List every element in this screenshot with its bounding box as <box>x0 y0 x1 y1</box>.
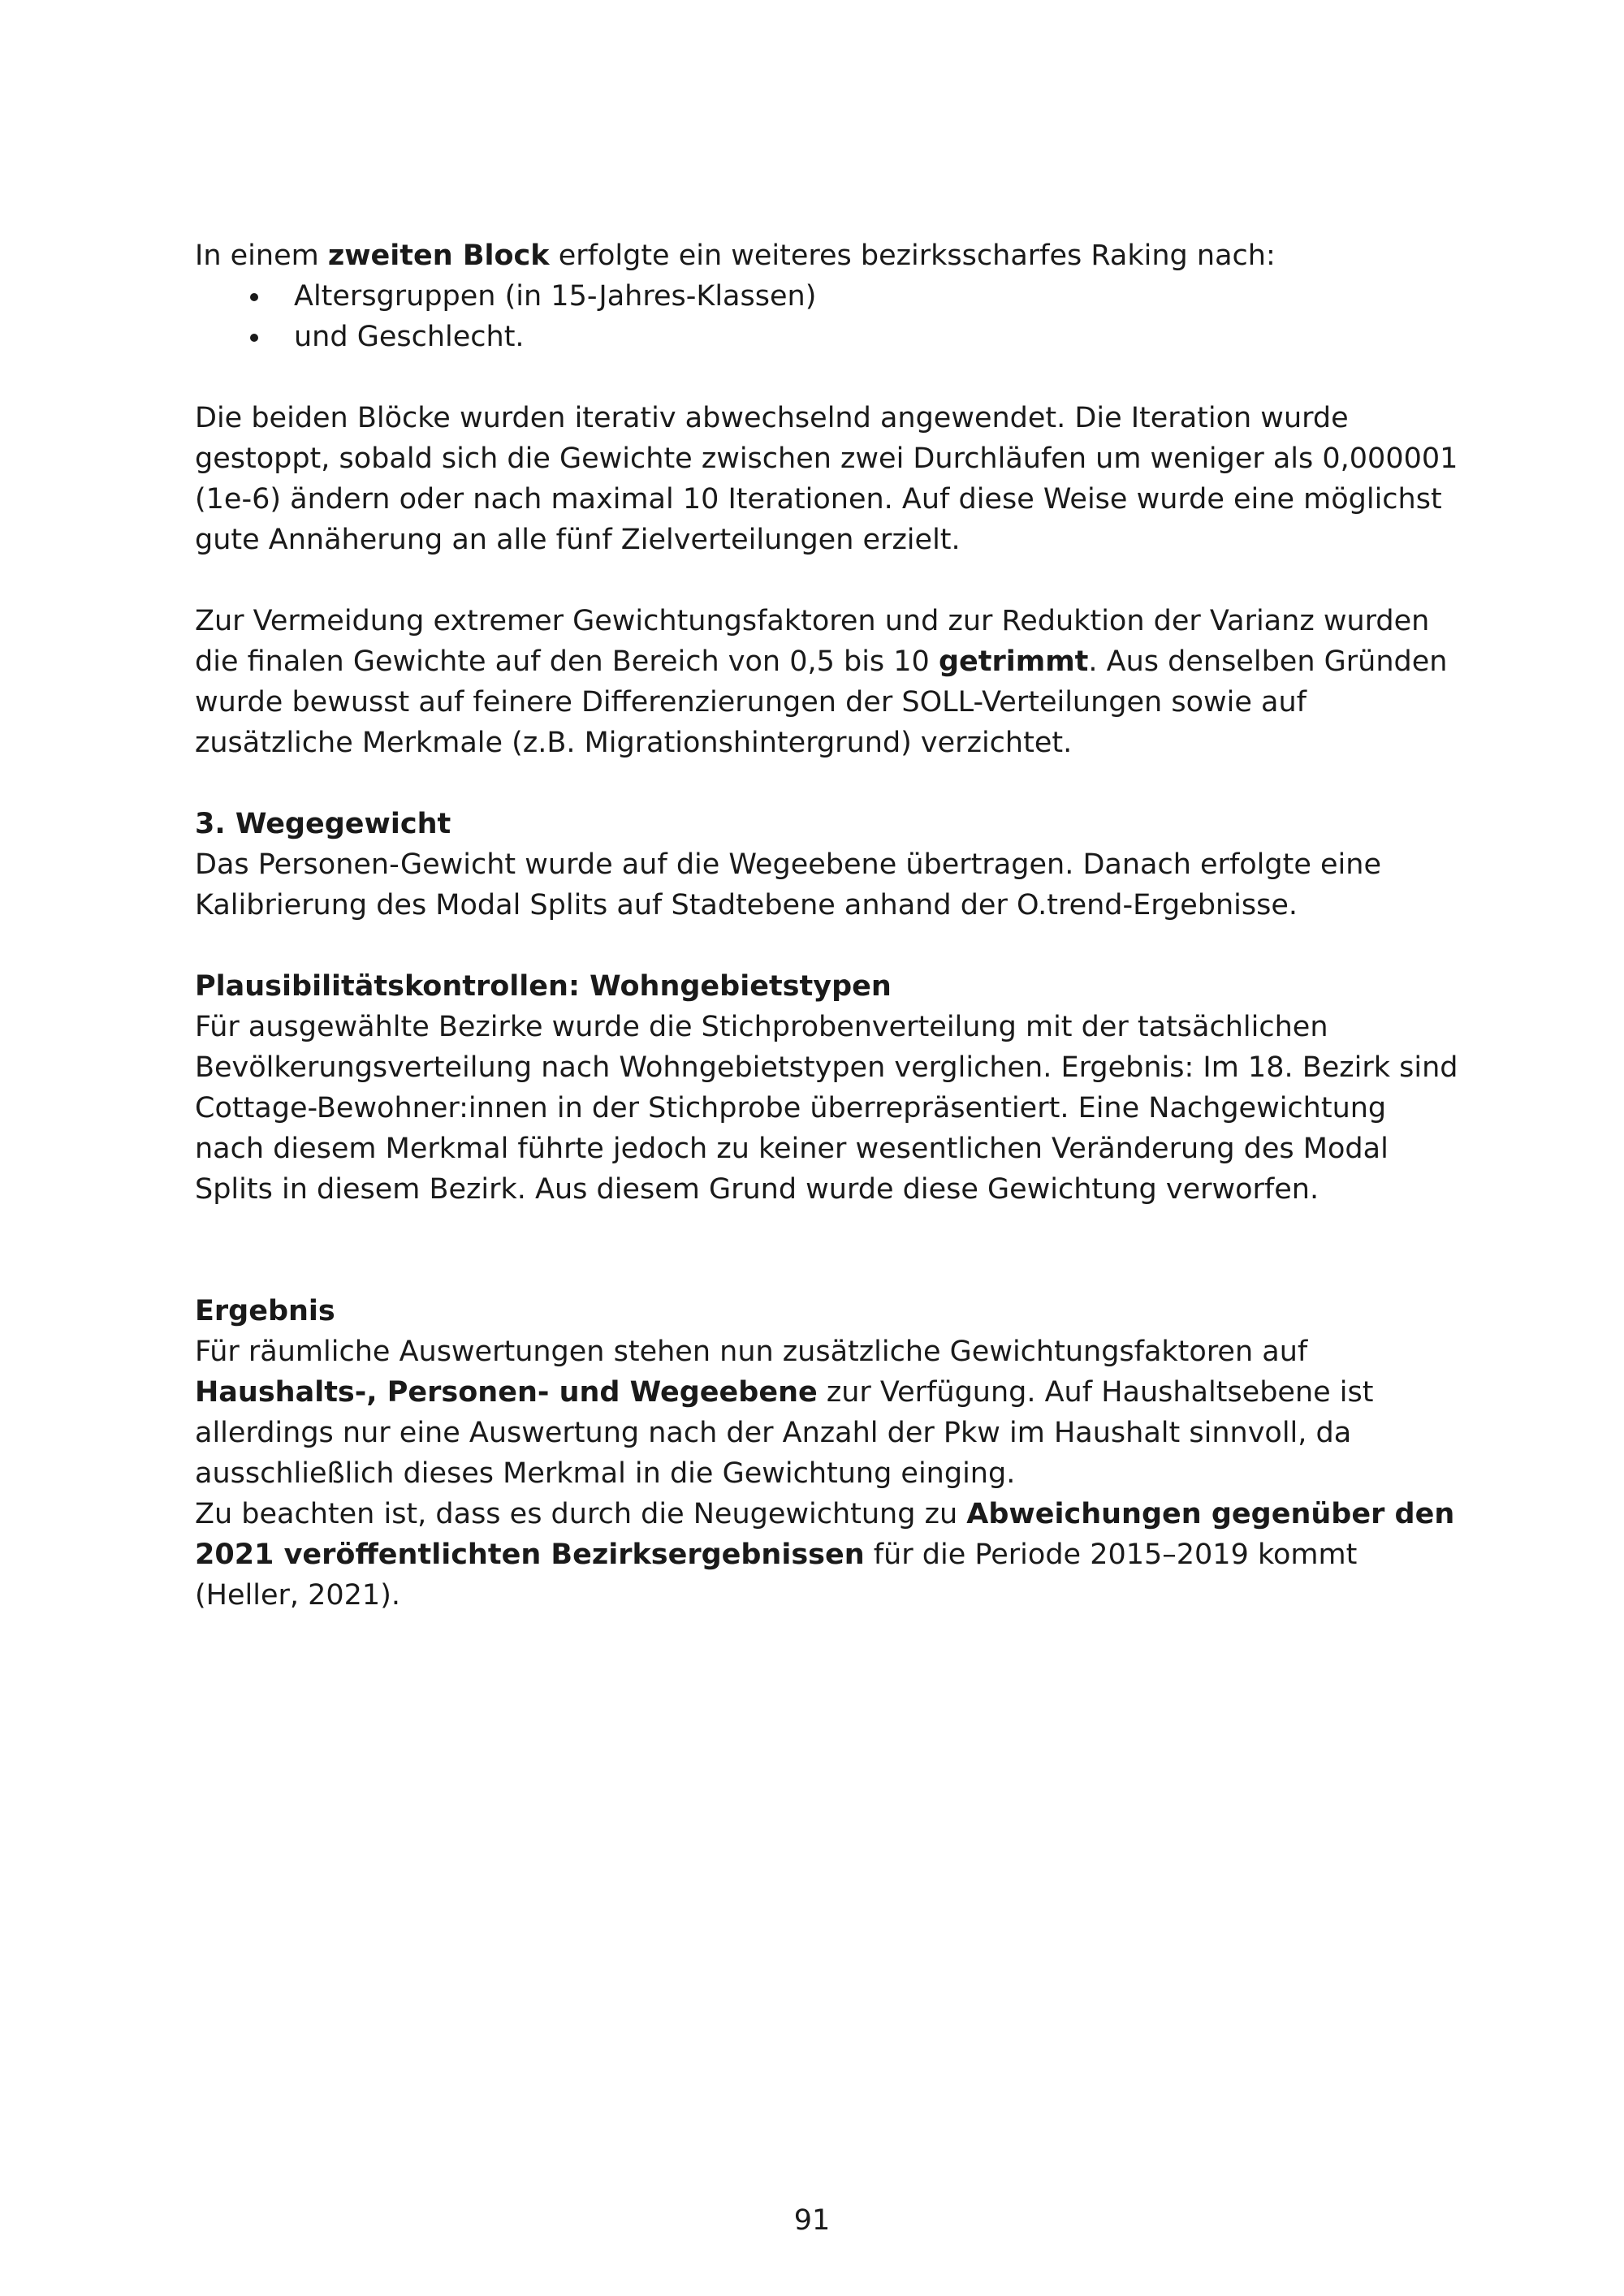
spacer <box>195 1210 1462 1291</box>
result-paragraph-2 <box>195 1494 1462 1616</box>
trim-paragraph <box>195 601 1462 763</box>
trim-paragraph-post: . Aus denselben Gründen wurde bewusst auf feinere Differenzierungen der SOLL-Verteilungen sowie auf zusätzliche Merkmale (z.B. Migrationshintergrund) verzichtet. <box>195 645 1448 759</box>
list-item <box>195 276 1462 317</box>
list-item-text: Altersgruppen (in 15-Jahres-Klassen) <box>294 280 817 313</box>
block2-intro-pre: In einem <box>195 240 328 272</box>
spacer <box>195 357 1462 398</box>
bullet-icon <box>250 293 258 301</box>
wege-body: Das Personen-Gewicht wurde auf die Wegeebene übertragen. Danach erfolgte eine Kalibrierung des Modal Splits auf Stadtebene anhand der O.trend-Ergebnisse. <box>195 848 1381 921</box>
result-p1-emphasis: Haushalts-, Personen- und Wegeebene <box>195 1376 818 1409</box>
result-heading: Ergebnis <box>195 1295 335 1327</box>
wege-heading: 3. Wegegewicht <box>195 808 451 840</box>
trim-paragraph-emphasis: getrimmt <box>938 645 1089 678</box>
result-p1-pre: Für räumliche Auswertungen stehen nun zusätzliche Gewichtungsfaktoren auf <box>195 1336 1308 1368</box>
bullet-icon <box>250 334 258 342</box>
result-p1-post: zur Verfügung. Auf Haushaltsebene ist allerdings nur eine Auswertung nach der Anzahl der Pkw im Haushalt sinnvoll, da ausschließlich dieses Merkmal in die Gewichtung einging. <box>195 1376 1374 1490</box>
block2-intro <box>195 235 1462 276</box>
iteration-paragraph: Die beiden Blöcke wurden iterativ abwechselnd angewendet. Die Iteration wurde gestoppt, sobald sich die Gewichte zwischen zwei Durchläufen um weniger als 0,000001 (1e-6) ändern oder nach maximal 10 Iterationen. Auf diese Weise wurde eine möglichst gute Annäherung an alle fünf Zielverteilungen erzielt. <box>195 402 1458 556</box>
page-number: 91 <box>793 2204 831 2237</box>
spacer <box>195 926 1462 966</box>
result-p2-post: für die Periode 2015–2019 kommt (Heller, 2021). <box>195 1539 1358 1612</box>
list-item-text: und Geschlecht. <box>294 321 525 353</box>
document-body <box>195 235 1462 1616</box>
block2-intro-emphasis: zweiten Block <box>327 240 550 272</box>
block2-bullet-list <box>195 276 1462 357</box>
list-item <box>195 317 1462 357</box>
spacer <box>195 763 1462 804</box>
plausi-body: Für ausgewählte Bezirke wurde die Stichprobenverteilung mit der tatsächlichen Bevölkerungsverteilung nach Wohngebietstypen verglichen. Ergebnis: Im 18. Bezirk sind Cottage-Bewohner:innen in der Stichprobe überrepräsentiert. Eine Nachgewichtung nach diesem Merkmal führte jedoch zu keiner wesentlichen Veränderung des Modal Splits in diesem Bezirk. Aus diesem Grund wurde diese Gewichtung verworfen. <box>195 1011 1458 1206</box>
result-p2-emphasis: Abweichungen gegenüber den 2021 veröffentlichten Bezirksergebnissen <box>195 1498 1455 1571</box>
spacer <box>195 560 1462 601</box>
trim-paragraph-pre: Zur Vermeidung extremer Gewichtungsfaktoren und zur Reduktion der Varianz wurden die finalen Gewichte auf den Bereich von 0,5 bis 10 <box>195 605 1430 678</box>
result-paragraph-1 <box>195 1331 1462 1494</box>
plausi-heading: Plausibilitätskontrollen: Wohngebietstypen <box>195 970 892 1003</box>
block2-intro-post: erfolgte ein weiteres bezirksscharfes Raking nach: <box>549 240 1276 272</box>
result-p2-pre: Zu beachten ist, dass es durch die Neugewichtung zu <box>195 1498 967 1530</box>
